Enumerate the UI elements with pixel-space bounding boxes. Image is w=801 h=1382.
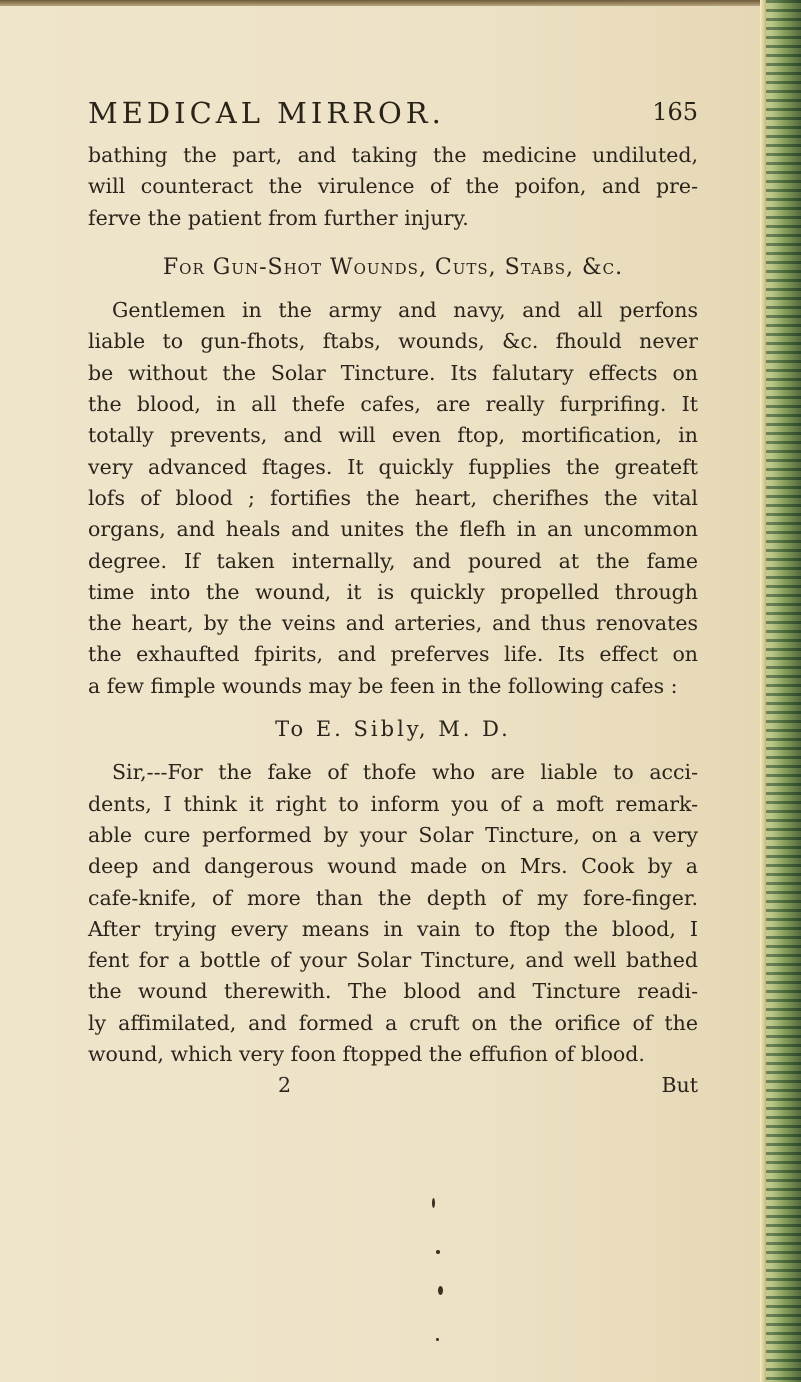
running-title: MEDICAL MIRROR.: [88, 96, 445, 130]
spacer: [88, 234, 698, 252]
text-line: organs, and heals and unites the flefh in an uncommon: [88, 517, 698, 542]
text-line: fent for a bottle of your Solar Tincture, and well bathed: [88, 948, 698, 973]
text-line: lofs of blood ; fortifies the heart, cherifhes the vital: [88, 485, 698, 510]
text-line: very advanced ftages. It quickly fupplies the greateft: [88, 454, 698, 479]
paragraph-1: [88, 140, 698, 234]
spacer: [88, 283, 698, 295]
text-line: time into the wound, it is quickly propelled through: [88, 579, 698, 604]
text-line: will counteract the virulence of the poifon, and pre-: [88, 174, 698, 199]
speck: [438, 1286, 443, 1295]
spacer: [88, 745, 698, 757]
spacer: [88, 702, 698, 714]
text-line: able cure performed by your Solar Tincture, on a very: [88, 822, 698, 847]
text-line: wound, which very foon ftopped the effufion of blood.: [88, 1042, 645, 1067]
page-footer: [88, 1070, 698, 1101]
text-line: totally prevents, and will even ftop, mortification, in: [88, 423, 698, 448]
paragraph-2: [88, 295, 698, 702]
speck: [436, 1338, 439, 1341]
catchword: But: [661, 1073, 698, 1098]
text-line: bathing the part, and taking the medicine undiluted,: [88, 143, 698, 167]
paragraph-3: [88, 757, 698, 1070]
text-line: liable to gun-fhots, ftabs, wounds, &c. fhould never: [88, 329, 698, 354]
text-line: be without the Solar Tincture. Its falutary effects on: [88, 360, 698, 385]
text-line: ly affimilated, and formed a cruft on the orifice of the: [88, 1010, 698, 1035]
text-line: the blood, in all thefe cafes, are really furprifing. It: [88, 392, 698, 417]
letter-address: To E. Sibly, M. D.: [275, 717, 511, 742]
speck: [436, 1250, 440, 1254]
running-head: [88, 96, 698, 136]
text-line: the heart, by the veins and arteries, and thus renovates: [88, 611, 698, 636]
text-line: degree. If taken internally, and poured at the fame: [88, 548, 698, 573]
gilt-edge: [760, 0, 766, 1382]
text-line: the exhaufted fpirits, and preferves life. Its effect on: [88, 642, 698, 667]
text-line: Sir,---For the fake of thofe who are liable to acci-: [112, 760, 698, 785]
text-line: Gentlemen in the army and navy, and all perfons: [112, 298, 698, 323]
text-line: After trying every means in vain to ftop the blood, I: [88, 916, 698, 941]
text-line: a few fimple wounds may be feen in the following cafes :: [88, 673, 678, 698]
text-line: ferve the patient from further injury.: [88, 205, 469, 230]
section-heading: For Gun-Shot Wounds, Cuts, Stabs, &c.: [162, 254, 624, 280]
text-line: dents, I think it right to inform you of a moft remark-: [88, 791, 698, 816]
body-text: [88, 140, 698, 1102]
page-number: 165: [652, 98, 698, 126]
text-line: deep and dangerous wound made on Mrs. Cook by a: [88, 854, 698, 879]
text-line: the wound therewith. The blood and Tincture readi-: [88, 979, 698, 1004]
signature-mark: 2: [278, 1073, 292, 1098]
speck: [432, 1198, 435, 1208]
page-top-edge: [0, 0, 801, 6]
book-fore-edge: [760, 0, 801, 1382]
text-line: cafe-knife, of more than the depth of my fore-finger.: [88, 885, 698, 910]
